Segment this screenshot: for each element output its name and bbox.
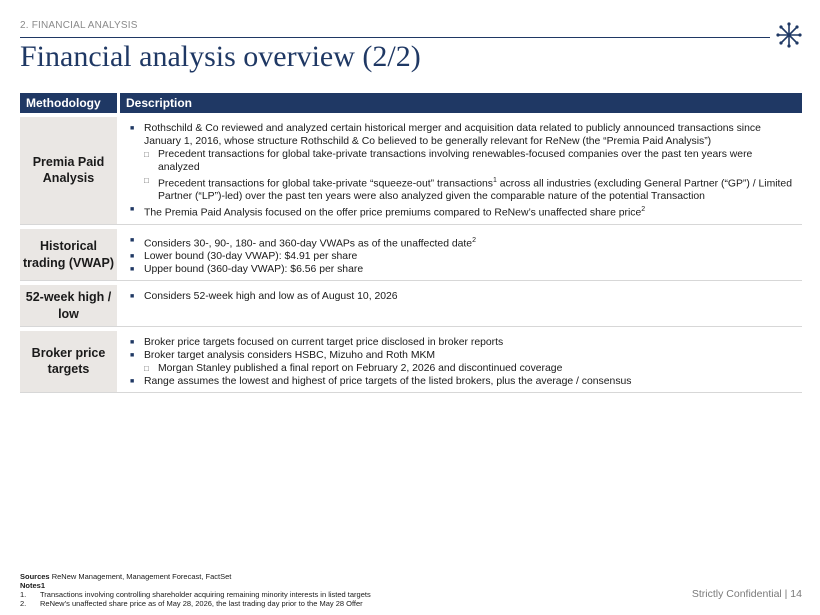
bullet-text (144, 203, 792, 219)
sub-bullet-text-cont: across all industries (excluding General Partner (“GP”) / Limited Partner (“LP”)-led) over the past ten years were also analyzed given the comparable nature of the potential Transaction (158, 178, 792, 203)
bullet-item (130, 250, 792, 263)
sub-bullet-item (130, 362, 792, 375)
bullet-text-main: Considers 30-, 90-, 180- and 360-day VWAPs as of the unaffected date (144, 238, 473, 250)
sub-bullet-text-main: Precedent transactions for global take-private “squeeze-out” transactions (158, 178, 493, 190)
bullet-item (130, 336, 792, 349)
bullet-text-main: Considers 52-week high and low as of August 10, 2026 (144, 291, 398, 303)
table-row (20, 117, 802, 225)
section-label: 2. FINANCIAL ANALYSIS (20, 20, 138, 31)
bullet-item (130, 349, 792, 362)
footnote-2: 2. ReNew’s unaffected share price as of May 28, 2026, the last trading day prior to the May 28 Offer (20, 599, 363, 608)
bullet-text (144, 290, 792, 303)
description-cell (120, 117, 802, 224)
square-bullet-icon: ■ (130, 125, 135, 132)
page-title: Financial analysis overview (2/2) (20, 40, 421, 73)
bullet-text-main: Upper bound (360-day VWAP): $6.56 per share (144, 264, 364, 276)
square-bullet-icon: ■ (130, 253, 135, 261)
footnote-1: 1. Transactions involving controlling shareholder acquiring remaining minority interests in listed targets (20, 590, 371, 599)
square-bullet-icon: ■ (130, 236, 135, 244)
methodology-table (20, 93, 802, 393)
bullet-text (144, 375, 792, 388)
square-bullet-icon: ■ (130, 266, 135, 274)
bullet-item (130, 375, 792, 388)
bullet-text-main: The Premia Paid Analysis focused on the offer price premiums compared to ReNew’s unaffected share price (144, 207, 642, 219)
sources-label: Sources (20, 572, 50, 581)
square-bullet-icon: ■ (130, 206, 135, 214)
square-bullet-icon: ■ (130, 293, 135, 301)
bullet-text (144, 349, 792, 362)
methodology-cell: Broker price targets (20, 331, 117, 392)
bullet-text-main: Broker target analysis considers HSBC, Mizuho and Roth MKM (144, 349, 436, 361)
sub-bullet-text-main: Morgan Stanley published a final report on February 2, 2026 and discontinued coverage (158, 362, 563, 374)
confidential-page-number: Strictly Confidential | 14 (691, 588, 802, 600)
description-cell (120, 285, 802, 326)
bullet-text (144, 234, 792, 250)
methodology-cell: Historical trading (VWAP) (20, 229, 117, 280)
bullet-text-main: Broker price targets focused on current target price disclosed in broker reports (144, 336, 504, 348)
notes-label: Notes1 (20, 581, 46, 590)
square-bullet-icon: ■ (130, 351, 135, 359)
bullet-item (130, 290, 792, 303)
bullet-item (130, 263, 792, 276)
table-header (20, 93, 802, 113)
sub-bullet-item (130, 174, 792, 203)
hollow-square-bullet-icon: □ (144, 176, 149, 185)
sub-bullet-text (158, 362, 792, 375)
hollow-square-bullet-icon: □ (144, 363, 149, 373)
square-bullet-icon: ■ (130, 377, 135, 385)
sub-bullet-text (158, 174, 792, 203)
bullet-text-main: Lower bound (30-day VWAP): $4.91 per share (144, 251, 358, 263)
bullet-text (144, 122, 792, 148)
header-divider (20, 37, 770, 38)
footnote-ref: 2 (641, 206, 646, 214)
description-cell (120, 331, 802, 392)
sub-bullet-text (158, 148, 792, 174)
sources-text: ReNew Management, Management Forecast, FactSet (49, 572, 232, 581)
header-methodology: Methodology (20, 93, 120, 113)
bullet-item (130, 122, 792, 148)
bullet-item (130, 203, 792, 219)
bullet-text-main: Rothschild & Co reviewed and analyzed certain historical merger and acquisition data related to publicly announced transactions since January 1, 2016, whose structure Rothschild & Co believed to be generally relevant for ReNew (the “Premia Paid Analysis”) (144, 123, 761, 147)
sub-bullet-item (130, 148, 792, 174)
table-row (20, 229, 802, 281)
table-row (20, 331, 802, 393)
footnote-ref: 2 (472, 236, 476, 244)
square-bullet-icon: ■ (130, 338, 135, 346)
sources-line (20, 572, 371, 581)
bullet-text (144, 250, 792, 263)
table-row (20, 285, 802, 327)
table-body (20, 117, 802, 393)
bullet-text (144, 263, 792, 276)
bullet-text-main: Range assumes the lowest and highest of price targets of the listed brokers, plus the average / consensus (144, 375, 632, 387)
starburst-logo-icon (776, 22, 802, 48)
bullet-text (144, 336, 792, 349)
footnote-ref: 1 (493, 177, 497, 184)
sub-bullet-text-main: Precedent transactions for global take-private transactions involving renewables-focused companies over the past ten years were analyzed (158, 149, 753, 173)
footnotes (20, 572, 371, 608)
description-cell (120, 229, 802, 280)
header-description: Description (120, 93, 802, 113)
methodology-cell: Premia Paid Analysis (20, 117, 117, 224)
methodology-cell: 52-week high / low (20, 285, 117, 326)
hollow-square-bullet-icon: □ (144, 150, 149, 159)
bullet-item (130, 234, 792, 250)
